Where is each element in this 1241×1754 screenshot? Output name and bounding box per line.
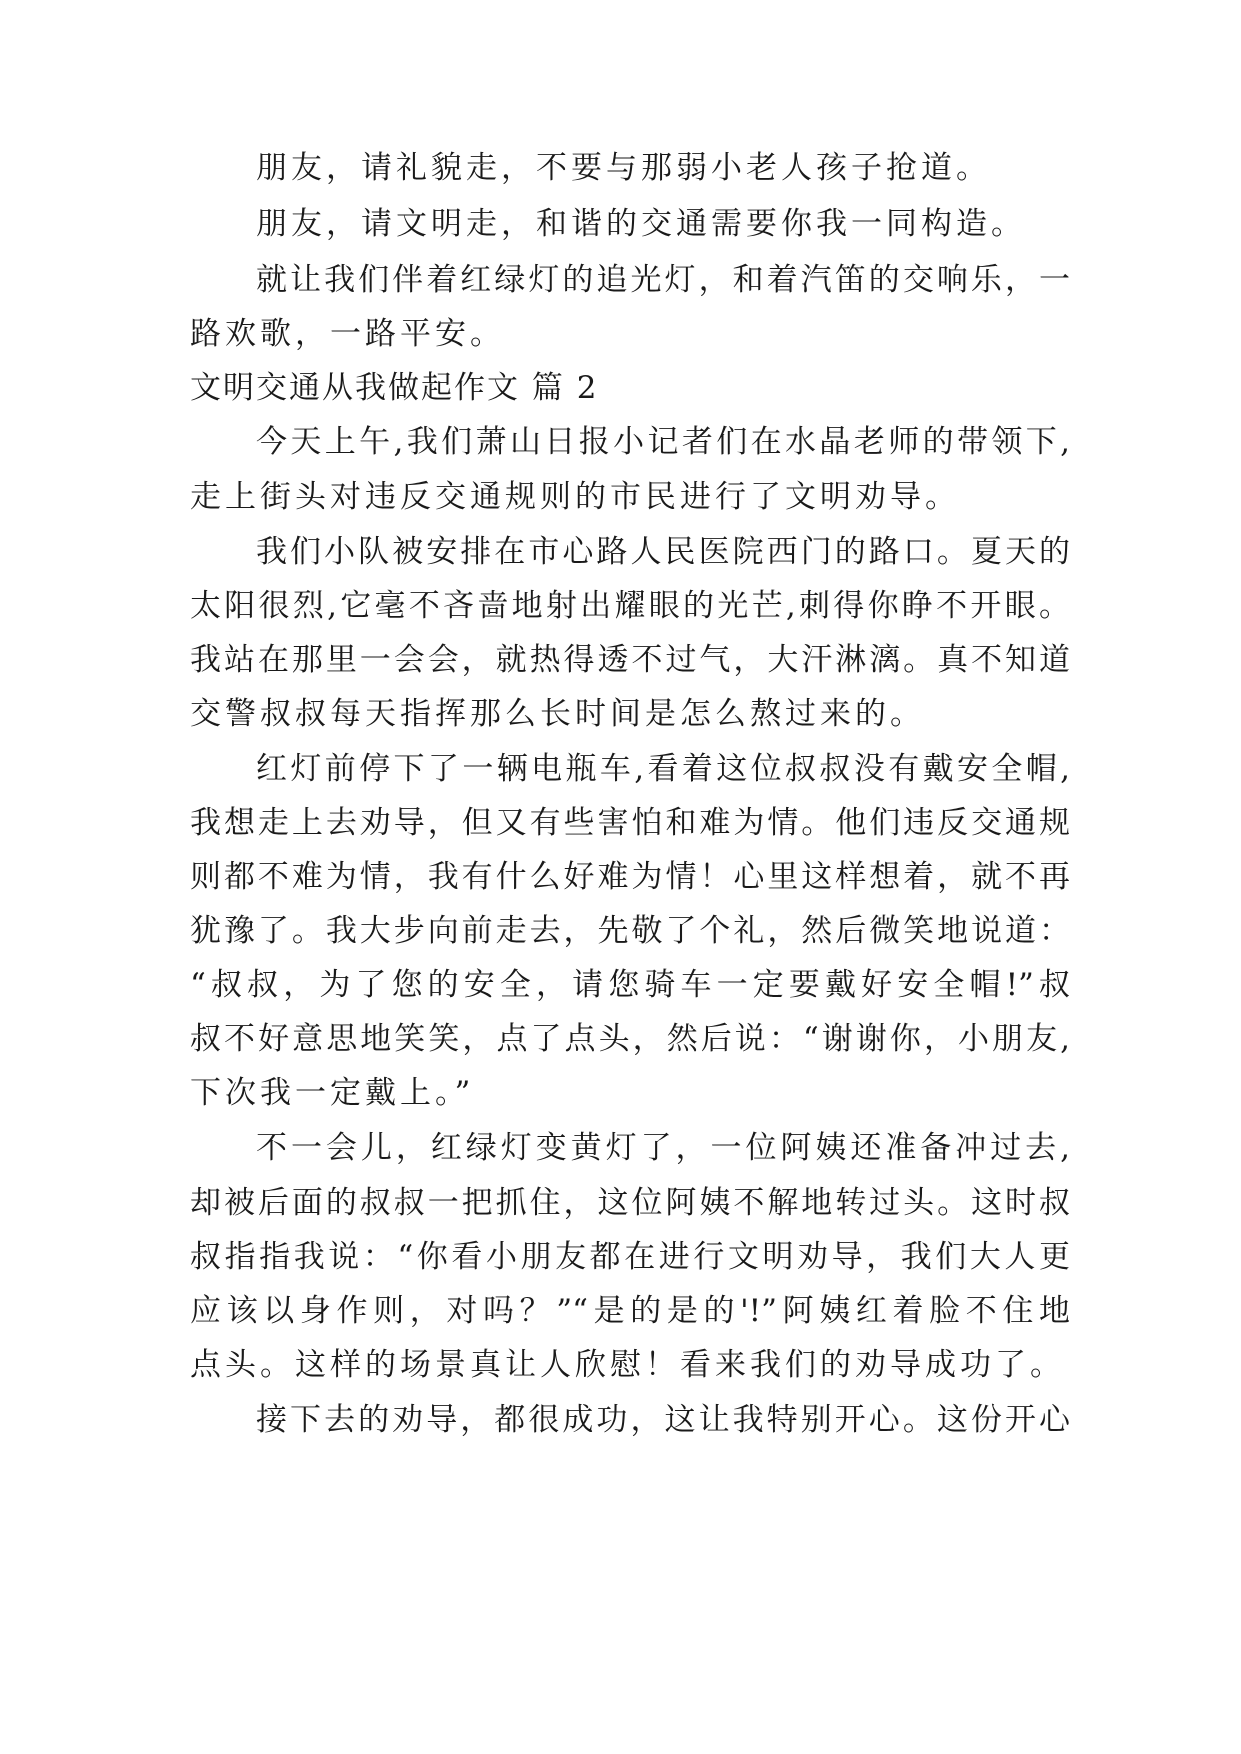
paragraph-line: 却被后面的叔叔一把抓住，这位阿姨不解地转过头。这时叔 — [190, 1185, 1070, 1221]
paragraph-line: 今天上午,我们萧山日报小记者们在水晶老师的带领下, — [256, 424, 1070, 460]
paragraph-line: “叔叔，为了您的安全，请您骑车一定要戴好安全帽!”叔 — [190, 967, 1070, 1003]
paragraph-line: 应该以身作则，对吗？”“是的是的'!”阿姨红着脸不住地 — [190, 1293, 1070, 1329]
paragraph-line: 走上街头对违反交通规则的市民进行了文明劝导。 — [190, 479, 960, 515]
paragraph-line: 交警叔叔每天指挥那么长时间是怎么熬过来的。 — [190, 696, 925, 732]
paragraph-line: 接下去的劝导，都很成功，这让我特别开心。这份开心 — [256, 1402, 1070, 1438]
paragraph-line: 太阳很烈,它毫不吝啬地射出耀眼的光芒,刺得你睁不开眼。 — [190, 588, 1070, 624]
paragraph-line: 则都不难为情，我有什么好难为情！心里这样想着，就不再 — [190, 859, 1070, 895]
paragraph-line: 路欢歌，一路平安。 — [190, 316, 505, 352]
paragraph-line: 就让我们伴着红绿灯的追光灯，和着汽笛的交响乐，一 — [256, 262, 1070, 298]
section-heading: 文明交通从我做起作文 篇 2 — [190, 370, 599, 406]
paragraph-line: 朋友，请礼貌走，不要与那弱小老人孩子抢道。 — [256, 150, 991, 186]
paragraph-line: 朋友，请文明走，和谐的交通需要你我一同构造。 — [256, 206, 1026, 242]
paragraph-line: 叔不好意思地笑笑，点了点头，然后说：“谢谢你，小朋友, — [190, 1021, 1070, 1057]
paragraph-line: 我想走上去劝导，但又有些害怕和难为情。他们违反交通规 — [190, 805, 1070, 841]
paragraph-line: 叔指指我说：“你看小朋友都在进行文明劝导，我们大人更 — [190, 1239, 1070, 1275]
paragraph-line: 红灯前停下了一辆电瓶车,看着这位叔叔没有戴安全帽, — [256, 751, 1070, 787]
paragraph-line: 点头。这样的场景真让人欣慰！看来我们的劝导成功了。 — [190, 1347, 1065, 1383]
paragraph-line: 我站在那里一会会，就热得透不过气，大汗淋漓。真不知道 — [190, 642, 1070, 678]
paragraph-line: 下次我一定戴上。” — [190, 1075, 475, 1111]
paragraph-line: 犹豫了。我大步向前走去，先敬了个礼，然后微笑地说道： — [190, 913, 1070, 949]
paragraph-line: 我们小队被安排在市心路人民医院西门的路口。夏天的 — [256, 534, 1070, 570]
paragraph-line: 不一会儿，红绿灯变黄灯了，一位阿姨还准备冲过去, — [256, 1130, 1070, 1166]
